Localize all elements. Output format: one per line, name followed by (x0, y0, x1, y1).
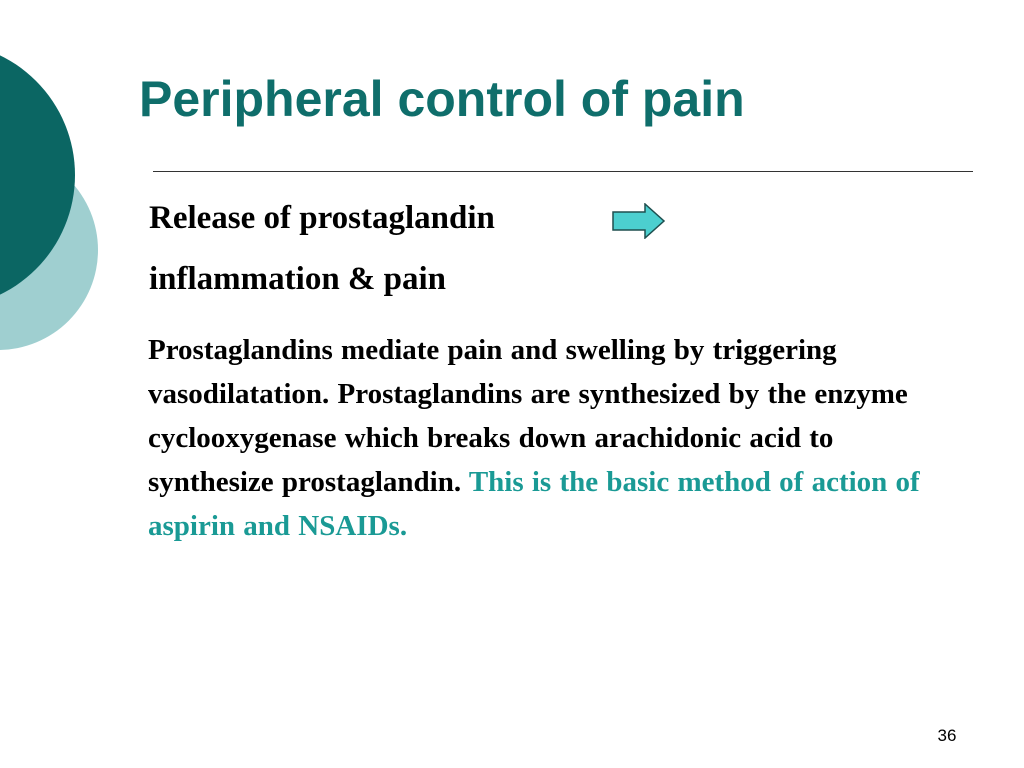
decorative-circles (0, 0, 140, 420)
right-arrow-icon (612, 203, 666, 239)
body-paragraph (148, 328, 948, 548)
lead-line-2: inflammation & pain (149, 261, 447, 297)
title-divider (153, 171, 973, 172)
slide-title: Peripheral control of pain (139, 71, 745, 127)
lead-line-1: Release of prostaglandin (149, 200, 495, 236)
body-highlight: This is the basic method of action of aspirin and NSAIDs. (148, 466, 920, 542)
page-number: 36 (937, 726, 957, 745)
body-text: Prostaglandins mediate pain and swelling by triggering vasodilatation. Prostaglandins are synthesized by the enzyme cyclooxygenase which breaks down arachidonic acid to synthesize prostaglandin. (148, 334, 908, 498)
